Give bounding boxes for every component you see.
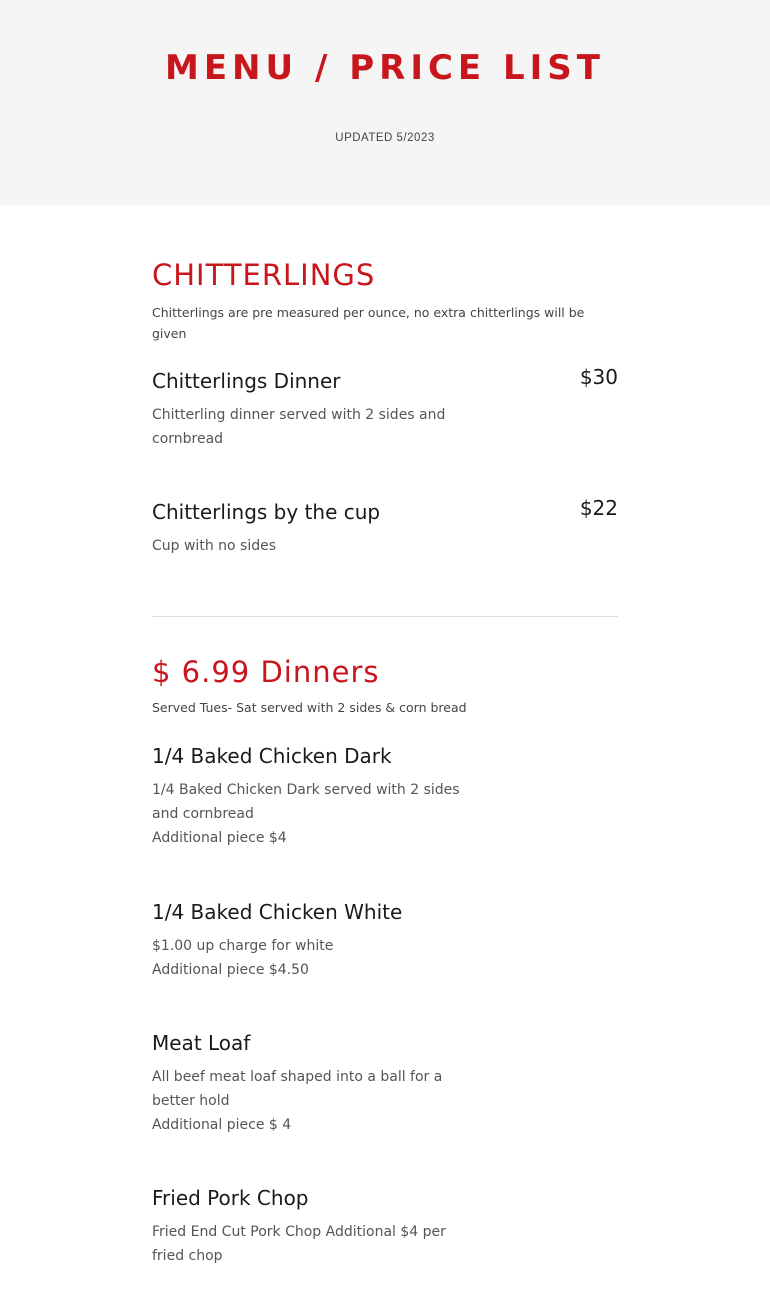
section-title: $ 6.99 Dinners [152, 655, 380, 689]
item-description [152, 1065, 470, 1137]
item-description [152, 534, 470, 558]
item-description [152, 1220, 470, 1268]
item-name: Fried Pork Chop [152, 1186, 309, 1210]
item-description [152, 778, 470, 850]
item-description-line: $1.00 up charge for white [152, 938, 334, 954]
item-name: 1/4 Baked Chicken White [152, 900, 403, 924]
item-description [152, 934, 470, 982]
item-description-line: All beef meat loaf shaped into a ball for a better hold [152, 1069, 443, 1109]
item-description-line: Chitterling dinner served with 2 sides and cornbread [152, 407, 446, 447]
item-name: Chitterlings Dinner [152, 369, 341, 393]
item-name: Meat Loaf [152, 1031, 251, 1055]
item-description-line: 1/4 Baked Chicken Dark served with 2 sides and cornbread [152, 782, 460, 822]
updated-date: UPDATED 5/2023 [335, 132, 435, 144]
section-description: Chitterlings are pre measured per ounce, no extra chitterlings will be given [152, 305, 585, 341]
section-description: Served Tues- Sat served with 2 sides & corn bread [152, 700, 467, 715]
item-price: $30 [579, 365, 618, 389]
item-name: 1/4 Baked Chicken Dark [152, 744, 392, 768]
item-description-line: Additional piece $ 4 [152, 1117, 292, 1133]
item-name: Chitterlings by the cup [152, 500, 381, 524]
item-description-line: Additional piece $4.50 [152, 962, 309, 978]
page-header [0, 0, 770, 205]
item-description-line: Additional piece $4 [152, 830, 287, 846]
item-description-line: Fried End Cut Pork Chop Additional $4 per fried chop [152, 1224, 446, 1264]
item-description-line: Cup with no sides [152, 538, 277, 554]
item-description [152, 403, 470, 451]
item-price: $22 [579, 496, 618, 520]
section-divider [152, 616, 618, 617]
page-title: MENU / PRICE LIST [165, 48, 605, 88]
section-title: CHITTERLINGS [152, 258, 376, 292]
